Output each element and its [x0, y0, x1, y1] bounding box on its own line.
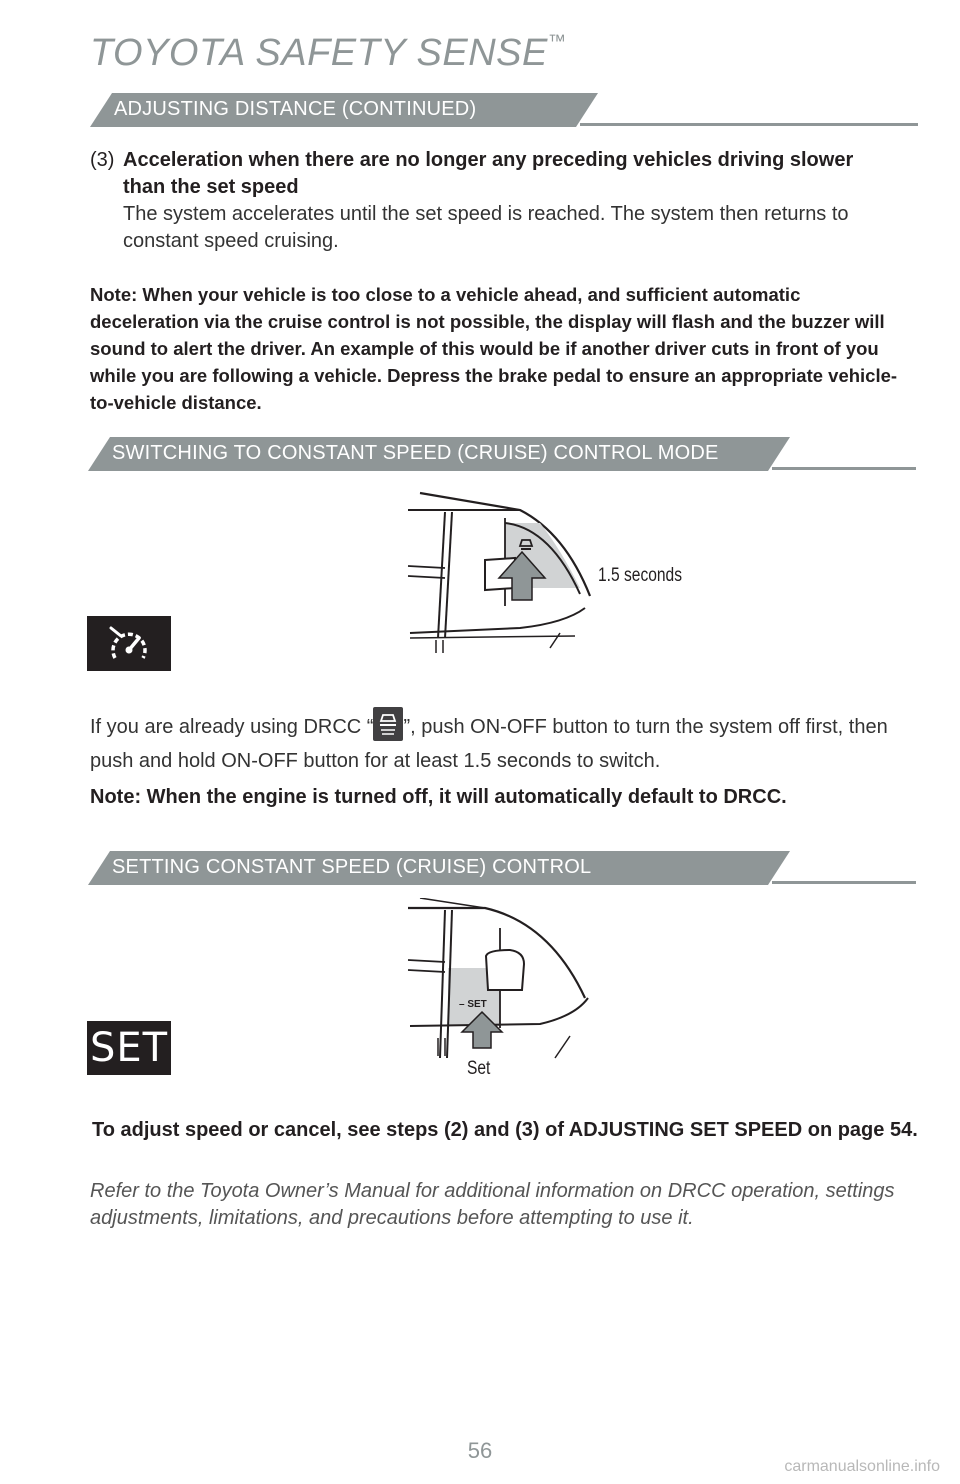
section-banner-setting — [88, 851, 916, 885]
set-button-label: – SET — [459, 999, 487, 1010]
step-number: (3) — [90, 149, 115, 171]
page-number: 56 — [467, 1438, 493, 1463]
step-heading: Acceleration when there are no longer any preceding vehicles driving slower than the set speed — [123, 149, 854, 198]
set-switch-illustration — [400, 898, 600, 1068]
drcc-icon — [373, 707, 403, 741]
default-mode-note: Note: When the engine is turned off, it will automatically default to DRCC. — [90, 786, 787, 808]
distance-note: Note: When your vehicle is too close to a vehicle ahead, and sufficient automatic deceleration via the cruise control is not possible, the display will flash and the buzzer will sound to alert the driver. An example of this would be if another driver cuts in front of you while you are following a vehicle. Depress the brake pedal to ensure an appropriate vehicle-to-vehicle distance. — [90, 284, 898, 413]
page-title — [90, 32, 566, 75]
owners-manual-reference: Refer to the Toyota Owner’s Manual for additional information on DRCC operation, settings adjustments, limitations, and precautions before attempting to use it. — [90, 1180, 895, 1229]
section-banner-switching — [88, 437, 916, 471]
switch-instructions — [90, 707, 910, 778]
set-caption: Set — [467, 1058, 491, 1079]
hold-duration-caption: 1.5 seconds — [598, 565, 683, 586]
steering-switch-illustration — [400, 488, 600, 658]
step-body: The system accelerates until the set speed is reached. The system then returns to constant speed cruising. — [123, 203, 849, 252]
switch-text-before: If you are already using DRCC “ — [90, 716, 374, 738]
site-watermark: carmanualsonline.info — [784, 1458, 940, 1475]
switch-text-after: ”, push ON-OFF button to turn the system off first, then push and hold ON-OFF button for at least 1.5 seconds to switch. — [90, 716, 888, 772]
cruise-control-icon — [87, 616, 171, 671]
section-label: SETTING CONSTANT SPEED (CRUISE) CONTROL — [112, 856, 592, 878]
set-badge-text: SET — [89, 1025, 169, 1071]
section-label: ADJUSTING DISTANCE (CONTINUED) — [114, 98, 477, 120]
section-banner-adjusting — [90, 93, 918, 127]
set-badge — [87, 1021, 171, 1075]
adjust-instructions: To adjust speed or cancel, see steps (2) and (3) of ADJUSTING SET SPEED on page 54. — [92, 1119, 918, 1141]
title-text: TOYOTA SAFETY SENSE — [90, 32, 548, 74]
trademark-symbol: ™ — [547, 31, 567, 52]
section-label: SWITCHING TO CONSTANT SPEED (CRUISE) CONTROL MODE — [112, 442, 719, 464]
